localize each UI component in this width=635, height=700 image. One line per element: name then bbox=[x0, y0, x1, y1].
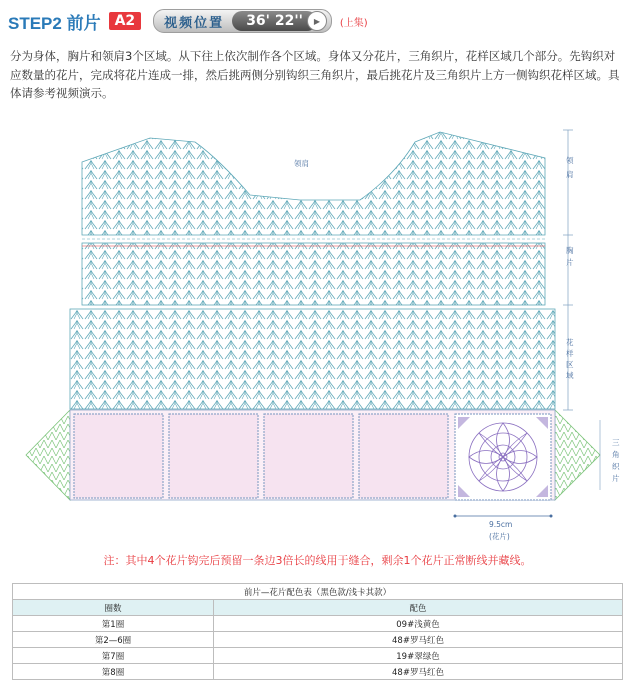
step-tag: A2 bbox=[109, 12, 142, 30]
table-row: 第2—6圈 48#罗马红色 bbox=[13, 632, 623, 648]
side-label-pattern: 花 bbox=[566, 338, 574, 347]
svg-text:域: 域 bbox=[566, 371, 574, 380]
video-position-label: 视频位置 bbox=[164, 15, 225, 31]
svg-text:肩: 肩 bbox=[566, 170, 574, 179]
triangle-label: 三 bbox=[612, 438, 620, 447]
play-icon[interactable]: ▶ bbox=[307, 11, 327, 31]
svg-text:织: 织 bbox=[612, 462, 620, 471]
chest-region bbox=[82, 243, 545, 305]
color-table-header-rounds: 圈数 bbox=[13, 600, 214, 616]
right-triangle bbox=[555, 410, 600, 500]
step-title: STEP2 前片 bbox=[8, 13, 101, 33]
video-part: (上集) bbox=[339, 17, 368, 29]
color-table-caption: 前片—花片配色表（黑色款/浅卡其款） bbox=[13, 584, 623, 600]
side-label-chest: 胸 bbox=[566, 246, 574, 255]
svg-text:样: 样 bbox=[566, 349, 574, 358]
motif-3 bbox=[264, 414, 353, 498]
neck-label: 领肩 bbox=[294, 159, 309, 168]
note-text: 注：其中4个花片钩完后预留一条边3倍长的线用于缝合，剩余1个花片正常断线并藏线。 bbox=[103, 554, 532, 567]
table-row: 第1圈 09#浅黄色 bbox=[13, 616, 623, 632]
neck-region bbox=[82, 132, 545, 235]
video-time: 36' 22'' bbox=[232, 11, 317, 31]
svg-text:片: 片 bbox=[566, 258, 574, 267]
pattern-region bbox=[70, 309, 555, 409]
svg-text:角: 角 bbox=[612, 450, 620, 459]
svg-text:区: 区 bbox=[566, 360, 574, 369]
color-table bbox=[12, 583, 623, 680]
table-row: 第8圈 48#罗马红色 bbox=[13, 664, 623, 680]
intro-text: 分为身体，胸片和领肩3个区域。从下往上依次制作各个区域。身体又分花片，三角织片，花样区域几个部分。先钩织对应数量的花片，完成将花片连成一排，然后挑两侧分别钩织三角织片，最后挑花片及三角织片上方一侧钩织花样区域。具体请参考视频演示。 bbox=[10, 49, 620, 100]
table-row: 第7圈 19#翠绿色 bbox=[13, 648, 623, 664]
motif-2 bbox=[169, 414, 258, 498]
left-triangle bbox=[26, 410, 70, 500]
color-table-header-color: 配色 bbox=[214, 600, 623, 616]
svg-text:片: 片 bbox=[612, 474, 620, 483]
side-label-neck: 领 bbox=[566, 156, 574, 165]
motif-1 bbox=[74, 414, 163, 498]
motif-5-detail bbox=[455, 414, 551, 500]
motif-4 bbox=[359, 414, 448, 498]
size-value: 9.5cm bbox=[489, 520, 513, 529]
size-sub: (花片) bbox=[489, 532, 510, 541]
